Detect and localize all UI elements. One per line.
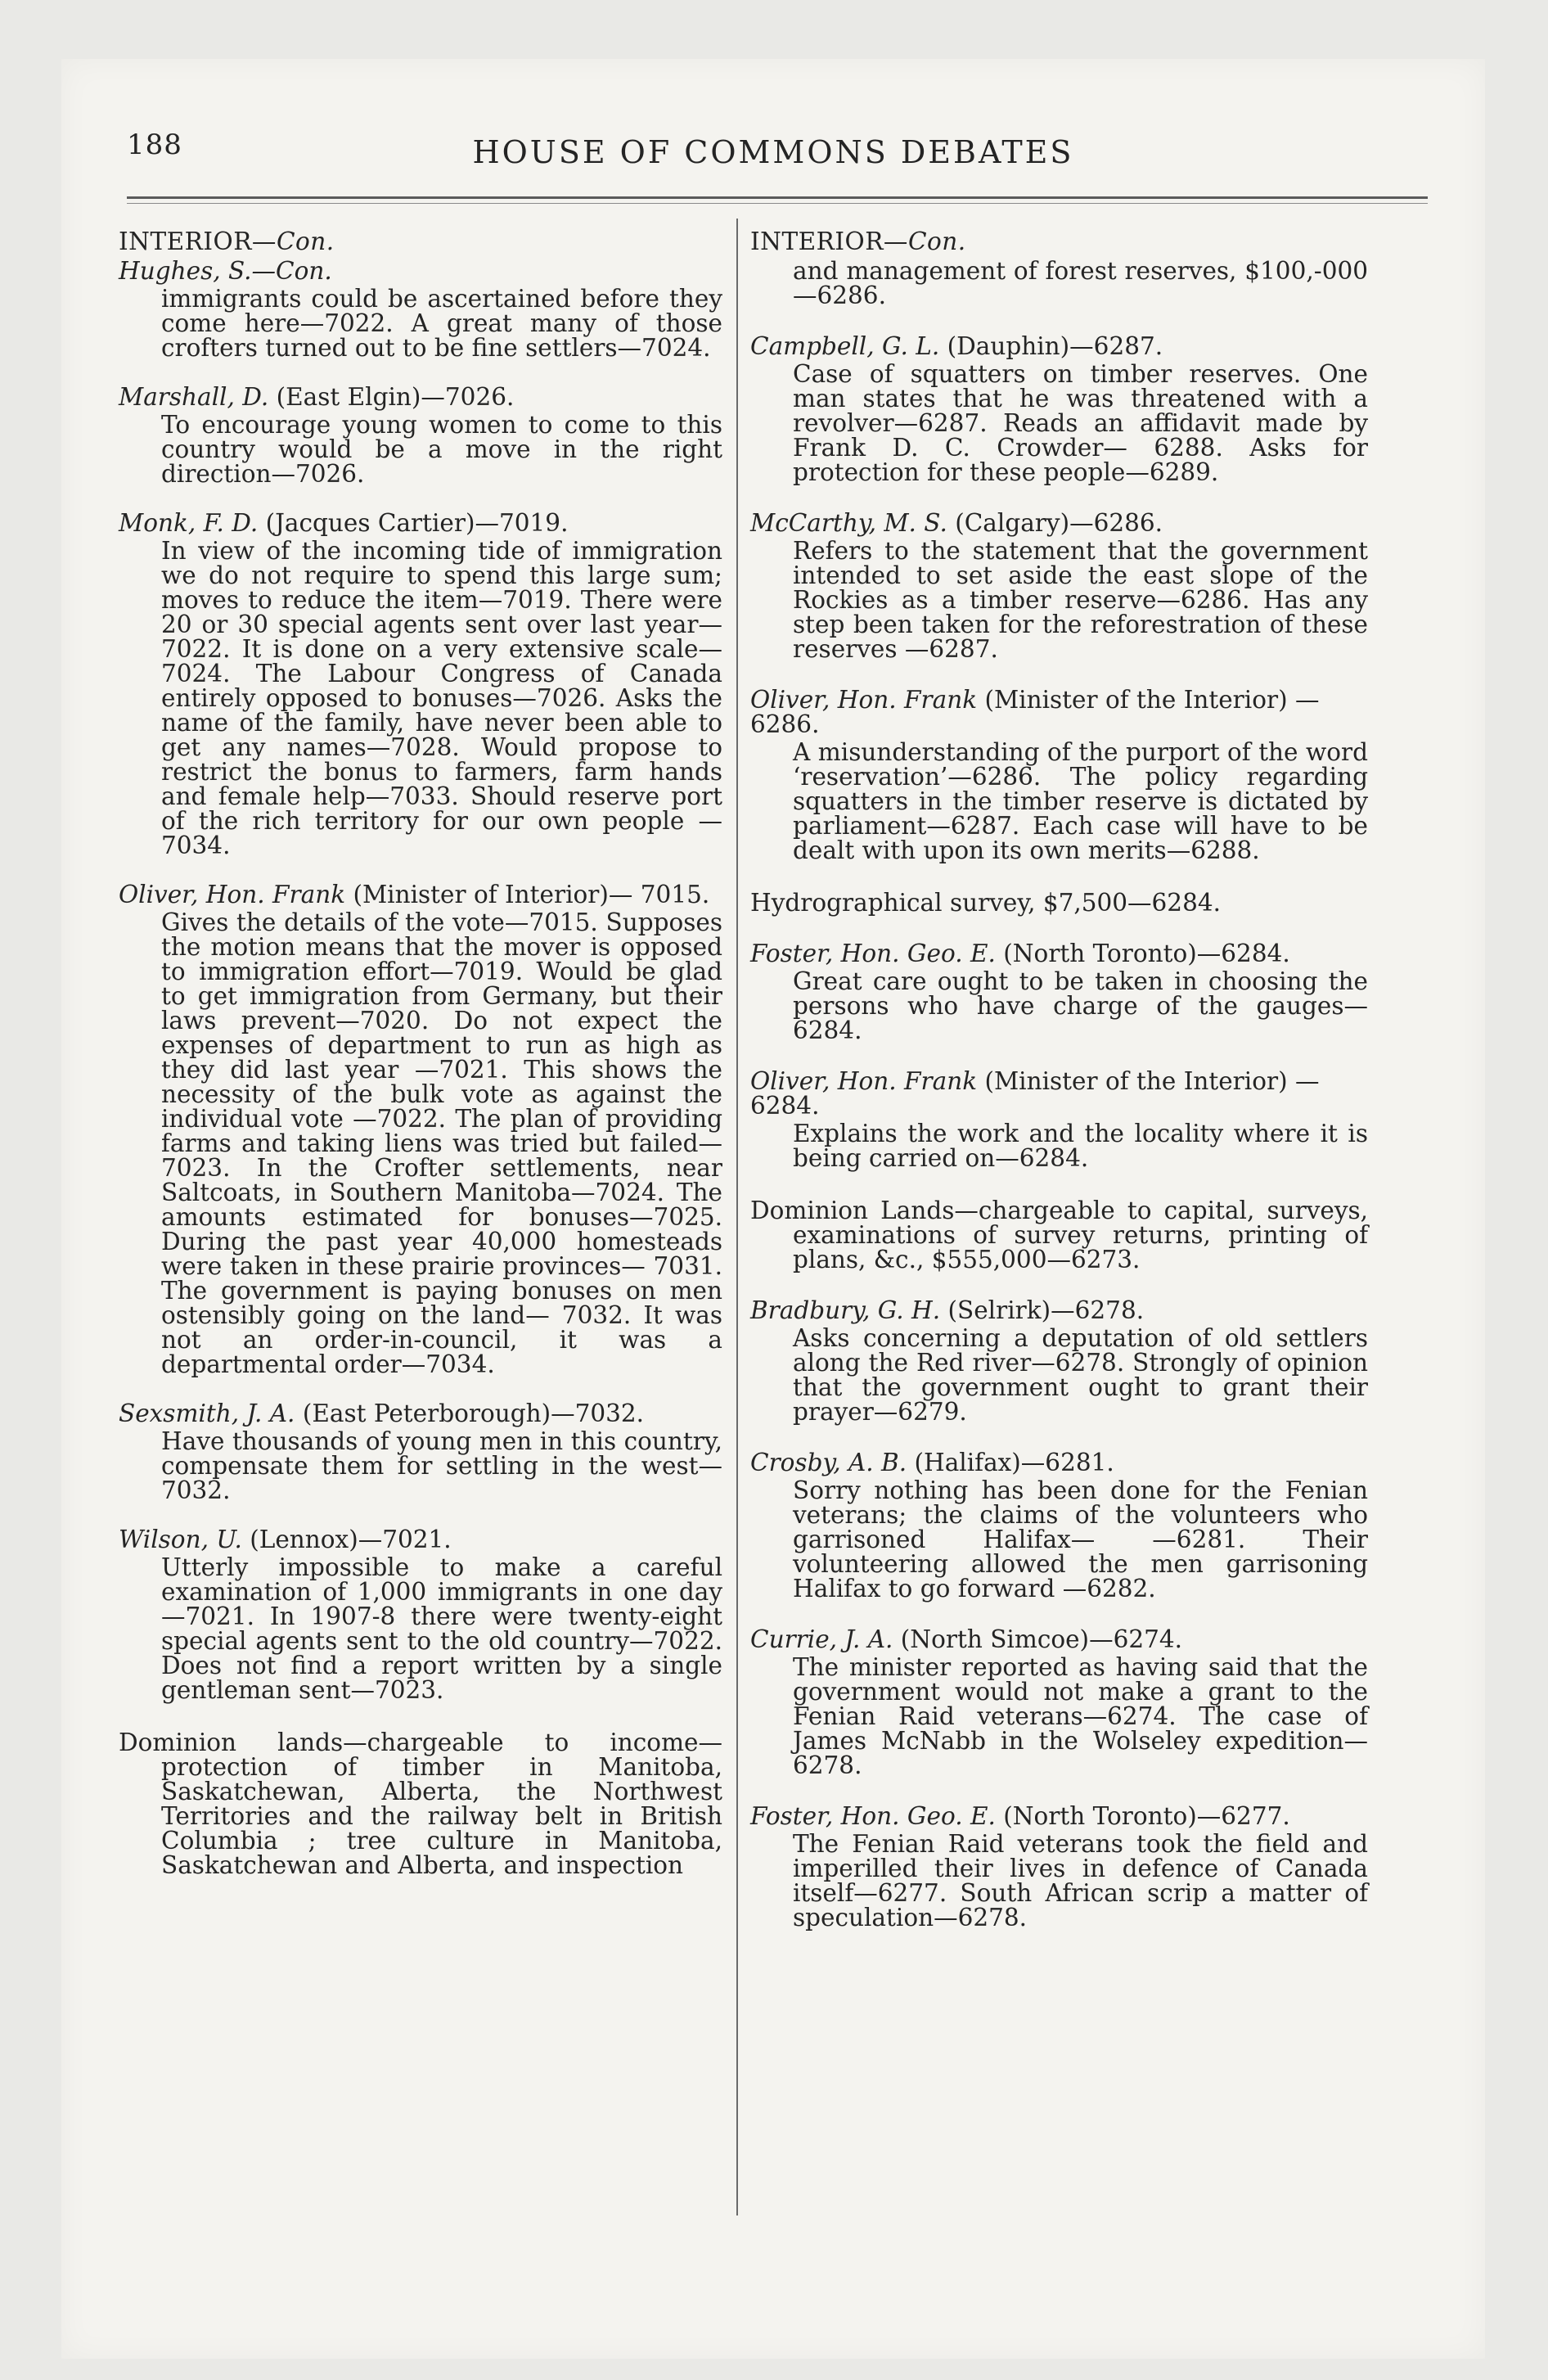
speaker-name: Campbell, G. L. — [750, 332, 940, 360]
speaker-riding: (Selrirk)—6278. — [940, 1296, 1145, 1324]
speaker-riding: (Dauphin)—6287. — [939, 332, 1163, 360]
speaker-riding: (East Elgin)—7026. — [268, 383, 515, 411]
speaker-remarks: Utterly impossible to make a careful examination of 1,000 immigrants in one day—7021. In 1907-8 there were twenty-eight special agents sent to the old country—7022. Does not find a report written by a single gentleman sent—7023. — [161, 1553, 722, 1704]
speaker-heading — [750, 1298, 1368, 1323]
document-page — [61, 59, 1485, 2359]
page-number: 188 — [127, 128, 182, 161]
speaker-name: Marshall, D. — [119, 383, 269, 411]
speaker-remarks: The Fenian Raid veterans took the field and imperilled their lives in defence of Canada itself—6277. South African scrip a matter of speculation—6278. — [793, 1830, 1368, 1931]
speaker-heading — [119, 1401, 722, 1426]
speaker-name: Hughes, S.—Con. — [119, 257, 332, 285]
speaker-name: Wilson, U. — [119, 1526, 242, 1553]
running-title: HOUSE OF COMMONS DEBATES — [472, 134, 1074, 170]
speaker-heading — [119, 882, 722, 907]
speaker-name: Monk, F. D. — [119, 509, 259, 537]
speaker-name: Oliver, Hon. Frank — [750, 686, 978, 714]
section-heading-text: INTERIOR— — [750, 228, 908, 255]
speaker-remarks: Have thousands of young men in this country, compensate them for settling in the west—7032. — [161, 1427, 722, 1504]
speaker-heading — [750, 1804, 1368, 1828]
speaker-heading — [750, 511, 1368, 535]
speaker-name: Oliver, Hon. Frank — [119, 881, 346, 908]
speaker-riding: (Calgary)—6286. — [947, 509, 1163, 537]
speaker-name: Foster, Hon. Geo. E. — [750, 1802, 996, 1830]
speaker-heading — [750, 334, 1368, 358]
speaker-remarks: Great care ought to be taken in choosing the persons who have charge of the gauges—6284. — [793, 967, 1368, 1044]
speaker-heading — [119, 385, 722, 409]
speaker-riding: (Minister of Interior)— 7015. — [345, 881, 710, 908]
speaker-remarks: A misunderstanding of the purport of the word ‘reservation’—6286. The policy regarding squatters in the timber reserve is dictated by parliament—6287. Each case will have to be dealt with upon its own merits—6288. — [793, 738, 1368, 864]
speaker-remarks: The minister reported as having said that the government would not make a grant to the Fenian Raid veterans—6274. The case of James McNabb in the Wolseley expedition—6278. — [793, 1653, 1368, 1779]
speaker-name: Bradbury, G. H. — [750, 1296, 941, 1324]
right-column — [750, 229, 1368, 1930]
estimate-item: Hydrographical survey, $7,500—6284. — [750, 889, 1221, 917]
right-entries — [750, 259, 1368, 1930]
speaker-heading — [750, 1450, 1368, 1475]
speaker-riding: (East Peterborough)—7032. — [295, 1400, 645, 1427]
section-heading-suffix: Con. — [907, 228, 966, 255]
speaker-remarks: immigrants could be ascertained before they come here—7022. A great many of those crofters turned out to be fine settlers—7024. — [161, 285, 722, 362]
speaker-riding: (Minister of the Interior) —6286. — [750, 686, 1320, 738]
speaker-riding: (North Toronto)—6277. — [995, 1802, 1290, 1830]
speaker-name: Foster, Hon. Geo. E. — [750, 940, 996, 967]
estimate-item-continued: and management of forest reserves, $100,-000—6286. — [793, 257, 1368, 309]
speaker-heading — [750, 941, 1368, 966]
speaker-name: McCarthy, M. S. — [750, 509, 947, 537]
left-entries — [119, 259, 722, 1877]
speaker-remarks: Asks concerning a deputation of old settlers along the Red river—6278. Strongly of opinion that the government ought to grant their prayer—6279. — [793, 1324, 1368, 1426]
speaker-riding: (Minister of the Interior) —6284. — [750, 1067, 1320, 1120]
speaker-heading — [119, 511, 722, 535]
header-rule — [127, 196, 1428, 199]
speaker-name: Currie, J. A. — [750, 1625, 893, 1653]
speaker-heading — [750, 687, 1368, 737]
speaker-remarks: In view of the incoming tide of immigration we do not require to spend this large sum; moves to reduce the item—7019. There were 20 or 30 special agents sent over last year—7022. It is done on a very extensive scale—7024. The Labour Congress of Canada entirely opposed to bonuses—7026. Asks the name of the family, have never been able to get any names—7028. Would propose to restrict the bonus to farmers, farm hands and female help—7033. Should reserve port of the rich territory for our own people —7034. — [161, 537, 722, 859]
section-heading-suffix: Con. — [276, 228, 335, 255]
speaker-heading — [119, 1527, 722, 1552]
speaker-remarks: Explains the work and the locality where it is being carried on—6284. — [793, 1120, 1368, 1172]
speaker-riding: (Jacques Cartier)—7019. — [258, 509, 569, 537]
speaker-heading — [750, 1069, 1368, 1118]
speaker-riding: (Halifax)—6281. — [907, 1449, 1114, 1476]
header-rule-thin — [127, 203, 1428, 204]
estimate-item: Dominion lands—chargeable to income— protection of timber in Manitoba, Saskatchewan, Alberta, the Northwest Territories and the railway belt in British Columbia ; tree culture in Manitoba, Saskatchewan and Alberta, and inspection — [119, 1729, 722, 1879]
speaker-remarks: Case of squatters on timber reserves. One man states that he was threatened with a revolver—6287. Reads an affidavit made by Frank D. C. Crowder— 6288. Asks for protection for these people—6289. — [793, 360, 1368, 486]
column-divider — [736, 219, 738, 2215]
section-heading-text: INTERIOR— — [119, 228, 277, 255]
speaker-remarks: Gives the details of the vote—7015. Supposes the motion means that the mover is opposed to immigration effort—7019. Would be glad to get immigration from Germany, but their laws prevent—7020. Do not expect the expenses of department to run as high as they did last year —7021. This shows the necessity of the bulk vote as against the individual vote —7022. The plan of providing farms and taking liens was tried but failed—7023. In the Crofter settlements, near Saltcoats, in Southern Manitoba—7024. The amounts estimated for bonuses—7025. During the past year 40,000 homesteads were taken in these prairie provinces— 7031. The government is paying bonuses on men ostensibly going on the land— 7032. It was not an order-in-council, it was a departmental order—7034. — [161, 908, 722, 1378]
speaker-remarks: To encourage young women to come to this country would be a move in the right direction—7026. — [161, 411, 722, 488]
speaker-remarks: Refers to the statement that the government intended to set aside the east slope of the Rockies as a timber reserve—6286. Has any step been taken for the reforestration of these reserves —6287. — [793, 537, 1368, 663]
estimate-item: Dominion Lands—chargeable to capital, surveys, examinations of survey returns, printing of plans, &c., $555,000—6273. — [750, 1197, 1368, 1273]
speaker-name: Crosby, A. B. — [750, 1449, 907, 1476]
section-heading — [119, 229, 722, 254]
speaker-name: Sexsmith, J. A. — [119, 1400, 295, 1427]
speaker-heading — [750, 1627, 1368, 1652]
section-heading — [750, 229, 1368, 254]
speaker-remarks: Sorry nothing has been done for the Fenian veterans; the claims of the volunteers who garrisoned Halifax— —6281. Their volunteering allowed the men garrisoning Halifax to go forward —6282. — [793, 1476, 1368, 1602]
speaker-riding: (Lennox)—7021. — [241, 1526, 452, 1553]
speaker-riding: (North Toronto)—6284. — [995, 940, 1290, 967]
speaker-name: Oliver, Hon. Frank — [750, 1067, 978, 1095]
left-column — [119, 229, 722, 1877]
speaker-heading — [119, 259, 722, 283]
speaker-riding: (North Simcoe)—6274. — [893, 1625, 1183, 1653]
